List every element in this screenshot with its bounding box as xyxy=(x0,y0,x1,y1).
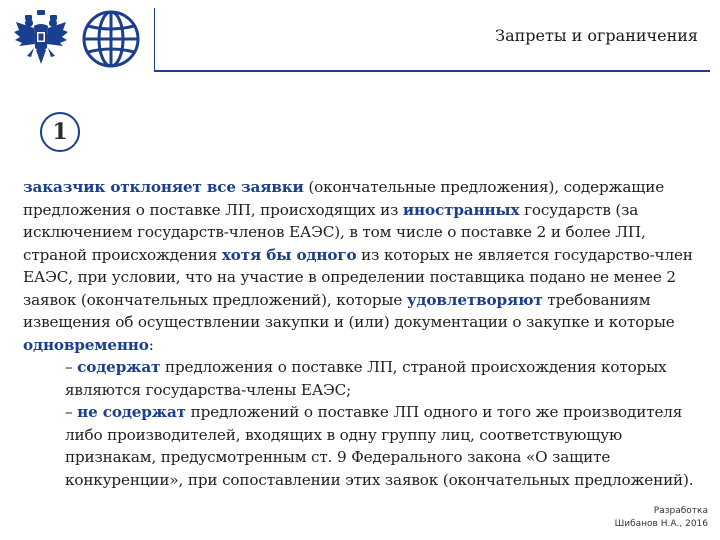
list-dash: – xyxy=(65,358,78,376)
body-text: из которых не является государство-член ЕАЭС, при условии, что на участие в определении поставщика подано не менее 2 заявок (окончательных предложений), которые xyxy=(23,245,693,309)
body-text: предложения о поставке ЛП, страной происхождения которых являются государства-члены ЕАЭС; xyxy=(65,358,667,399)
main-text-block xyxy=(23,176,695,491)
author-credit xyxy=(615,505,708,531)
emphasis-text: содержат xyxy=(77,358,161,376)
credit-line: Шибанов Н.А., 2016 xyxy=(614,519,708,529)
body-text: требованиям извещения об осуществлении закупки и (или) документации о закупке и которые xyxy=(23,290,675,331)
section-number-badge: 1 xyxy=(40,112,80,152)
page-title: Запреты и ограничения xyxy=(495,26,698,45)
emphasis-text: иностранных xyxy=(402,200,520,219)
list-item xyxy=(23,401,695,491)
list-item xyxy=(23,356,695,401)
emphasis-text: не содержат xyxy=(77,403,186,421)
body-text: (окончательные предложения), содержащие предложения о поставке ЛП, происходящих из xyxy=(23,178,665,219)
body-text: предложений о поставке ЛП одного и того же производителя либо производителей, входящих в одну группу лиц, соответствующую признакам, предусмотренным ст. 9 Федерального закона «О защите конкуренции», при сопоставлении этих заявок (окончательных предложений). xyxy=(65,403,694,489)
body-text: государств (за исключением государств-членов ЕАЭС), в том числе о поставке 2 и более ЛП, страной происхождения xyxy=(23,200,646,264)
credit-line: Разработка xyxy=(653,506,708,516)
body-text: : xyxy=(148,335,154,354)
paragraph-main xyxy=(23,176,695,356)
emphasis-text: одновременно xyxy=(23,335,149,354)
header-divider-vertical xyxy=(154,8,155,70)
russian-eagle-emblem-icon xyxy=(10,8,72,70)
emphasis-text: удовлетворяют xyxy=(406,290,543,309)
list-dash: – xyxy=(65,403,78,421)
globe-icon xyxy=(80,8,142,70)
emphasis-text: заказчик отклоняет все заявки xyxy=(23,178,304,196)
emphasis-text: хотя бы одного xyxy=(221,245,357,264)
header-underline xyxy=(154,70,710,72)
